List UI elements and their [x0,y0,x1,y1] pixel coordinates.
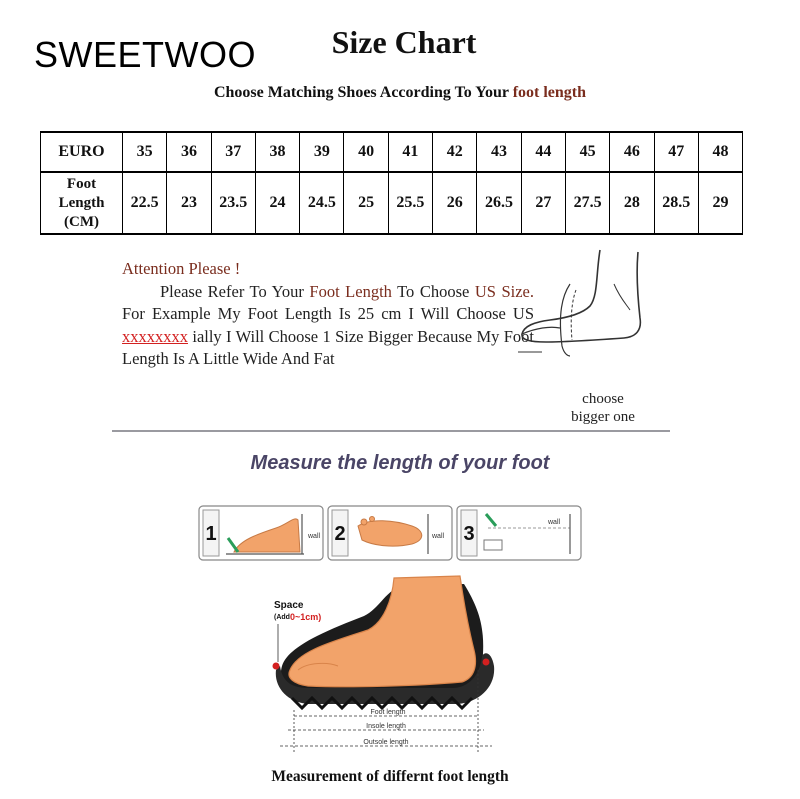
step-1-wall-label: wall [308,533,321,540]
euro-size-cell: 36 [167,132,211,172]
foot-length-cell: 29 [698,172,742,234]
attention-highlight: US Size. [474,281,534,301]
foot-length-cell: 22.5 [123,172,167,234]
subtitle-text: Choose Matching Shoes According To Your [213,84,513,101]
foot-length-cell: 28 [610,172,654,234]
foot-length-cell: 24.5 [300,172,344,234]
foot-length-header-line: (CM) [64,213,99,230]
page-title: Size Chart [331,24,477,60]
attention-text: ially I Will Choose 1 Size Bigger Because My Foot Length Is A Little Wide And Fat [122,326,534,368]
euro-size-cell: 42 [433,132,477,172]
euro-size-cell: 40 [344,132,388,172]
foot-length-header-line: Length [58,194,105,211]
subtitle-highlight: foot length [512,84,587,101]
foot-shape [289,576,476,687]
space-detail-value: 0~1cm) [290,612,322,622]
foot-length-cell: 27.5 [565,172,609,234]
foot-length-cell: 25.5 [388,172,432,234]
foot-length-row [41,172,743,234]
foot-length-cell: 25 [344,172,388,234]
measurement-steps [198,504,584,562]
choose-note-line: bigger one [571,409,635,425]
euro-size-cell: 48 [698,132,742,172]
euro-header: EURO [41,132,123,172]
step-2-number: 2 [334,523,346,545]
attention-note [122,258,534,371]
step-3-panel [457,506,581,560]
euro-size-cell: 45 [565,132,609,172]
size-table [40,131,743,235]
attention-redacted: xxxxxxxx [122,326,188,346]
step-1-panel [199,506,323,560]
foot-length-label: Foot length [370,709,406,716]
foot-length-cell: 23 [167,172,211,234]
measure-heading: Measure the length of your foot [250,452,550,474]
space-label: Space [274,600,304,611]
page-subtitle [0,84,800,102]
step-3-number: 3 [463,523,475,545]
euro-size-cell: 43 [477,132,521,172]
foot-length-cell: 26.5 [477,172,521,234]
attention-text: Please Refer To Your [160,281,310,301]
foot-sketch-illustration [516,244,646,364]
euro-size-cell: 35 [123,132,167,172]
foot-length-cell: 23.5 [211,172,255,234]
insole-length-label: Insole length [366,723,406,730]
euro-size-cell: 46 [610,132,654,172]
attention-lead: Attention Please ! [122,259,241,278]
euro-row [41,132,743,172]
attention-text: For Example My Foot Length Is 25 cm I Will Choose US [122,304,534,323]
shoe-measurement-diagram [268,570,508,760]
step-2-panel [328,506,452,560]
euro-size-cell: 38 [255,132,299,172]
euro-size-cell: 44 [521,132,565,172]
choose-note-line: choose [582,391,624,407]
euro-size-cell: 47 [654,132,698,172]
attention-highlight: Foot Length [309,281,392,301]
section-divider [112,430,670,432]
step-1-number: 1 [205,523,217,545]
foot-length-cell: 28.5 [654,172,698,234]
step-2-wall-label: wall [432,533,445,540]
foot-length-cell: 26 [433,172,477,234]
diagram-caption: Measurement of differnt foot length [271,768,509,785]
foot-length-cell: 27 [521,172,565,234]
step-3-wall-label: wall [548,519,561,526]
outsole-length-label: Outsole length [363,739,409,746]
foot-length-header [41,172,123,234]
brand-logo: SWEETWOO [34,34,256,75]
foot-length-cell: 24 [255,172,299,234]
space-detail-prefix: (Add [274,614,290,621]
choose-bigger-note [560,390,646,426]
euro-size-cell: 37 [211,132,255,172]
foot-length-header-line: Foot [66,175,97,192]
euro-size-cell: 39 [300,132,344,172]
attention-text: To Choose [391,281,475,301]
euro-size-cell: 41 [388,132,432,172]
